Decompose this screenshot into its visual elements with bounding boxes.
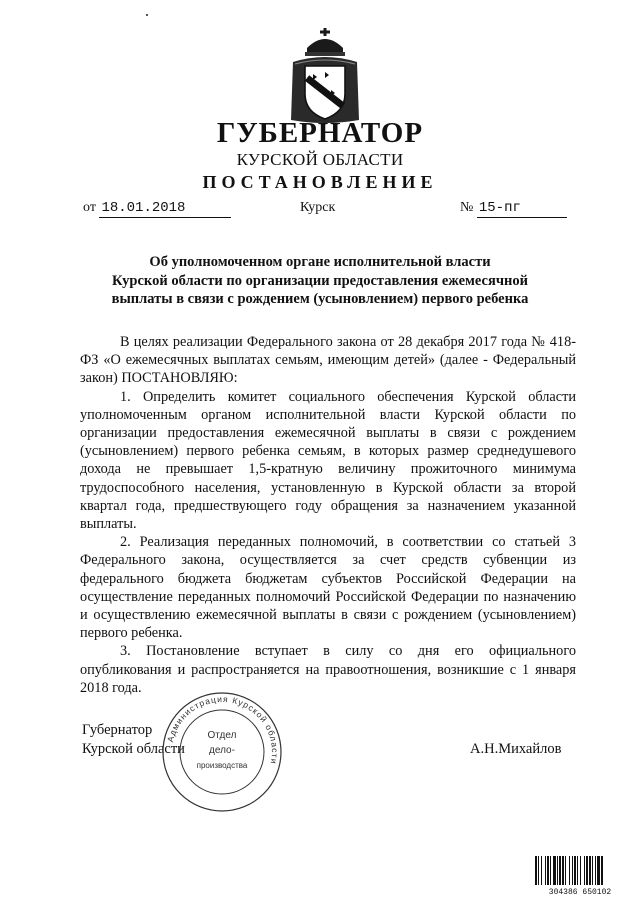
barcode-bar bbox=[577, 856, 578, 885]
barcode-bar bbox=[595, 856, 596, 885]
city-name: Курск bbox=[300, 200, 336, 215]
number-prefix: № bbox=[460, 200, 474, 215]
barcode-bar bbox=[550, 856, 551, 885]
body-paragraph-preamble: В целях реализации Федерального закона от 28 декабря 2017 года № 418-ФЗ «О ежемесячных выплатах семьям, имеющим детей» (далее - Федеральный закон) ПОСТАНОВЛЯЮ: bbox=[80, 334, 576, 387]
scan-speck bbox=[146, 14, 148, 16]
stamp-ring-text: Администрация Курской области bbox=[165, 693, 281, 766]
barcode-bar bbox=[545, 856, 546, 885]
barcode-bar bbox=[535, 856, 537, 885]
body-paragraph-2: 2. Реализация переданных полномочий, в соответствии со статьей 3 Федерального закона, осуществляется за счет средств субвенции из федерального бюджета бюджетам субъектов Российской Федерации на осуществление переданных полномочий Российской Федерации по назначению и осуществлению ежемесячной выплаты в связи с рождением (усыновлением) первого ребенка. bbox=[80, 534, 576, 642]
position-line: Курской области bbox=[82, 740, 185, 757]
number-value: 15-пг bbox=[477, 199, 567, 218]
stamp-line: дело- bbox=[209, 745, 235, 756]
barcode-bar bbox=[547, 856, 549, 885]
coat-of-arms-icon bbox=[285, 26, 365, 126]
barcode-bar bbox=[597, 856, 600, 885]
barcode-bar bbox=[572, 856, 573, 885]
barcode-bar bbox=[557, 856, 558, 885]
barcode-bar bbox=[538, 856, 539, 885]
barcode-bar bbox=[584, 856, 585, 885]
barcode-bar bbox=[562, 856, 564, 885]
date-field bbox=[83, 199, 231, 218]
subject-line: Об уполномоченном органе исполнительной власти bbox=[149, 254, 491, 270]
document-subject bbox=[70, 253, 570, 309]
position-line: Губернатор bbox=[82, 722, 153, 738]
barcode-bar bbox=[559, 856, 561, 885]
governor-title: ГУБЕРНАТОР bbox=[216, 117, 424, 149]
stamp-line: Отдел bbox=[207, 730, 237, 741]
barcode-bar bbox=[580, 856, 581, 885]
barcode-bar bbox=[569, 856, 570, 885]
region-title: КУРСКОЙ ОБЛАСТИ bbox=[236, 150, 404, 169]
date-prefix: от bbox=[83, 200, 96, 215]
signatory-name: А.Н.Михайлов bbox=[470, 741, 562, 757]
barcode-bars bbox=[535, 856, 603, 885]
office-stamp-icon bbox=[160, 690, 284, 814]
barcode-bar bbox=[553, 856, 556, 885]
date-value: 18.01.2018 bbox=[99, 199, 231, 218]
body-paragraph-3: 3. Постановление вступает в силу со дня его официального опубликования и распространяется на правоотношения, возникшие с 1 января 2018 года. bbox=[80, 643, 576, 696]
document-body bbox=[80, 333, 576, 697]
document-type-title: ПОСТАНОВЛЕНИЕ bbox=[202, 172, 438, 192]
barcode-bar bbox=[586, 856, 588, 885]
barcode-bar bbox=[592, 856, 593, 885]
stamp-line: производства bbox=[196, 761, 248, 770]
barcode-bar bbox=[574, 856, 576, 885]
barcode-bar bbox=[589, 856, 591, 885]
barcode-bar bbox=[541, 856, 542, 885]
subject-line: выплаты в связи с рождением (усыновлением) первого ребенка bbox=[111, 291, 529, 307]
barcode-bar bbox=[565, 856, 566, 885]
body-paragraph-1: 1. Определить комитет социального обеспечения Курской области уполномоченным органом исполнительной власти Курской области по организации предоставления ежемесячной выплаты в связи с рождением (усыновлением) первого ребенка семьям, в которых размер среднедушевого дохода не превышает 1,5-кратную величину прожиточного минимума трудоспособного населения, установленную в Курской области за второй квартал года, предшествующего году обращения за назначением указанной выплаты. bbox=[80, 388, 576, 533]
number-field bbox=[460, 199, 567, 218]
subject-line: Курской области по организации предоставления ежемесячной bbox=[112, 272, 528, 289]
barcode-bar bbox=[601, 856, 603, 885]
barcode-digits: 304386 650102 bbox=[548, 888, 612, 896]
barcode-icon bbox=[534, 856, 626, 896]
